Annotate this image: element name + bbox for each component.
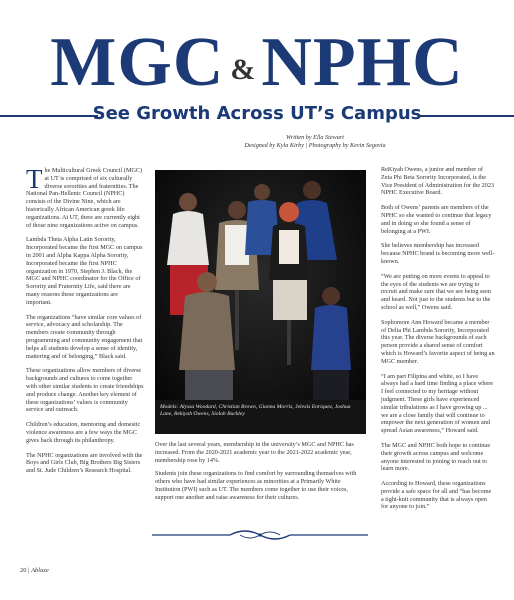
photo-caption: Models: Alyssa Woodard, Christian Brown, Gianna Morris, Jelexis Enriquez, Joshua Lane, Rekiyah Owens, Siolah Buckley [160, 404, 351, 417]
paragraph: Sophomore Ann Howard became a member of Delta Phi Lambda Sorority, Incorporated this year. The diverse backgrounds of each person provide a shared sense of comfort which is Howard’s favorite aspect of being an MGC member. [381, 318, 495, 365]
paragraph: Students join these organizations to find comfort by surrounding themselves with others who have had similar experiences as minorities at a Primarily White Institution (PWI) such as UT. The members come together to use their voices, support one another and raise awareness for their cultures. [155, 470, 357, 501]
group-photo-illustration [155, 170, 366, 434]
drop-cap: T [26, 164, 43, 194]
column-right [381, 166, 495, 518]
column-center [155, 441, 367, 508]
paragraph: “I am part Filipina and white, so I have always had a hard time finding a place where I feel connected to my heritage without judgment. These girls have experienced similar tribulations as I have growing up ... we are a close family that will continue to empower the next generation of women and spread Asian awareness,” Howard said. [381, 372, 494, 435]
publication-name: Ablaze [31, 567, 49, 574]
paragraph: Lambda Theta Alpha Latin Sorority, Incorporated became the first MGC on campus in 2001 and Alpha Kappa Alpha Sorority, Incorporated became the first NPHC organization in 1970, Stephen J. Black, the MGC and NPHC coordinator for the Office of Sorority and Fraternity Life, said there are many reasons these organizations are important. [26, 236, 143, 306]
page-number: 20 | [20, 567, 30, 574]
byline: Written by Ella Stewart [286, 134, 344, 141]
paragraph: These organizations allow members of diverse backgrounds and cultures to come together with other similar students to create friendships and produce change. Another key element of these organizations’ values is community service and outreach. [26, 367, 144, 414]
paragraph: She believes membership has increased because NPHC brand is becoming more well-known. [381, 242, 495, 265]
paragraph: According to Howard, these organizations provide a safe space for all and “has become a tight-knit community that is always open for anyone to join.” [381, 480, 492, 511]
article-subtitle: See Growth Across UT’s Campus [92, 103, 422, 124]
masthead-ampersand: & [230, 53, 256, 86]
masthead-mgc: MGC [50, 24, 225, 101]
paragraph: ReKiyah Owens, a junior and member of Zeta Phi Beta Sorority Incorporated, is the Vice President of Administration for the 2023 NPHC Executive Board. [381, 166, 495, 197]
masthead-nphc: NPHC [261, 24, 464, 101]
paragraph: “We are putting on more events to appeal to the eyes of the students we are trying to recruit and make sure that we are being seen and heard. Not just to the students but to the school as well,” Owens said. [381, 272, 491, 311]
masthead-title [0, 24, 514, 101]
decorative-flourish [150, 527, 370, 543]
group-photo [155, 170, 366, 434]
article-credits [150, 134, 480, 150]
page-footer [20, 567, 49, 574]
paragraph [26, 164, 144, 229]
paragraph: The NPHC organizations are involved with the Boys and Girls Club, Big Brothers Big Sisters and St. Jude Children’s Research Hospital. [26, 451, 143, 475]
paragraph: Children’s education, mentoring and domestic violence awareness are a few ways the MGC gives back through its philanthropy. [26, 421, 141, 444]
paragraph: The organizations “have similar core values of service, advocacy and scholarship. The members create community through programming and community engagement that helps all students develop a sense of identity, mattering and of belonging,” Black said. [26, 313, 143, 360]
paragraph: Both of Owens’ parents are members of the NPHC so she wanted to continue that legacy and in doing so she found a sense of belonging at a PWI. [381, 204, 492, 235]
paragraph: Over the last several years, membership in the university’s MGC and NPHC has increased. From the 2020-2021 academic year to the 2021-2022 academic year, membership rose by 14%. [155, 441, 354, 464]
column-left [26, 164, 144, 482]
paragraph: The MGC and NPHC both hope to continue their growth across campus and welcome anyone interested in joining to reach out to learn more. [381, 441, 491, 473]
paragraph-text: he Multicultural Greek Council (MGC) at UT is comprised of six culturally diverse sororities and fraternities. The National Pan-Hellenic Council (NPHC) consists of the Divine Nine, which are historically African American greek life organizations. At UT, there are currently eight of those nine organizations active on campus. [26, 167, 143, 229]
subtitle-row [0, 103, 514, 129]
design-photo-credit: Designed by Kyla Kirby | Photography by Kevin Segovia [244, 142, 386, 149]
